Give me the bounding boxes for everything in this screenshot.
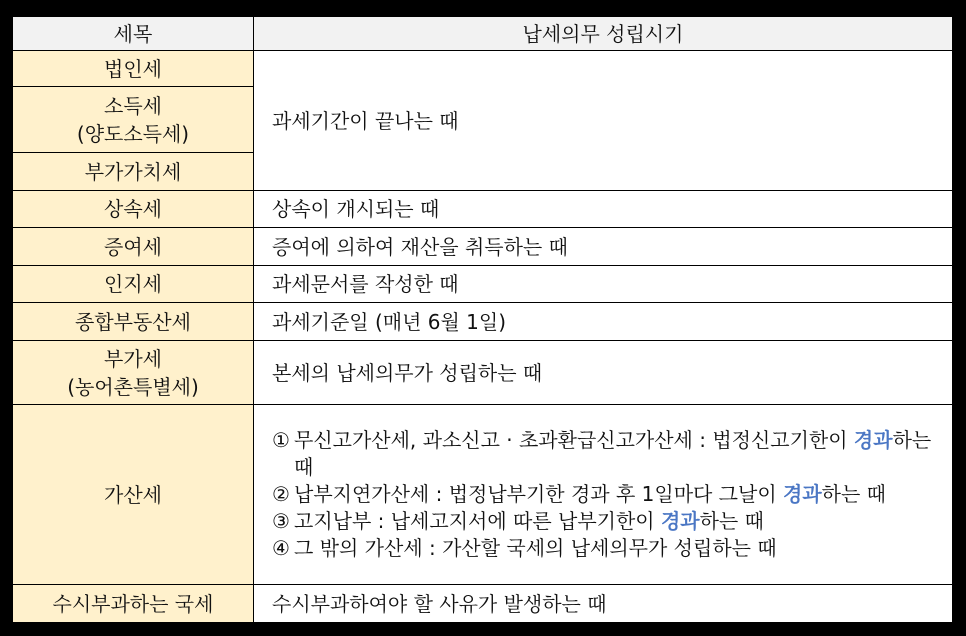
- table-row: [13, 228, 953, 266]
- table-row: [13, 303, 953, 341]
- tax-comprehensive-property: 종합부동산세: [13, 303, 254, 341]
- table-header-row: [13, 17, 953, 51]
- header-tax-item: 세목: [13, 17, 254, 51]
- tax-surtax-line2: (농어촌특별세): [67, 374, 199, 399]
- tax-corporate: 법인세: [13, 51, 254, 87]
- tax-income-line2: (양도소득세): [76, 121, 190, 146]
- item-number: ②: [272, 482, 290, 506]
- item-text: [294, 535, 946, 562]
- item-number: ①: [272, 428, 290, 452]
- tax-inheritance: 상속세: [13, 191, 254, 228]
- penalty-item: [272, 481, 946, 508]
- desc-stamp: 과세문서를 작성한 때: [254, 266, 953, 303]
- item-number: ④: [272, 536, 290, 560]
- document-frame: [12, 16, 952, 622]
- desc-adhoc: 수시부과하여야 할 사유가 발생하는 때: [254, 585, 953, 623]
- item-highlight: 경과: [783, 482, 822, 506]
- item-number: ③: [272, 509, 290, 533]
- tax-income-line1: 소득세: [104, 93, 162, 118]
- tax-adhoc: 수시부과하는 국세: [13, 585, 254, 623]
- tax-surtax-line1: 부가세: [104, 346, 162, 371]
- table-row: [13, 191, 953, 228]
- desc-penalty: [254, 405, 953, 585]
- item-highlight: 경과: [853, 428, 893, 452]
- table-row: [13, 405, 953, 585]
- tax-gift: 증여세: [13, 228, 254, 266]
- item-text: [294, 481, 946, 508]
- table-row: [13, 266, 953, 303]
- item-highlight: 경과: [660, 509, 700, 533]
- item-text: [294, 508, 946, 535]
- desc-gift: 증여에 의하여 재산을 취득하는 때: [254, 228, 953, 266]
- item-text-after: 하는 때: [821, 482, 886, 506]
- table-row: [13, 51, 953, 87]
- tax-income: [13, 87, 254, 153]
- penalty-item: [272, 508, 946, 535]
- tax-obligation-table: [12, 16, 953, 623]
- header-obligation-time: 납세의무 성립시기: [254, 17, 953, 51]
- penalty-item: [272, 535, 946, 562]
- item-text-after: 하는 때: [699, 509, 764, 533]
- desc-inheritance: 상속이 개시되는 때: [254, 191, 953, 228]
- desc-taxable-period-end: 과세기간이 끝나는 때: [254, 51, 953, 191]
- item-text-before: 납부지연가산세 : 법정납부기한 경과 후 1일마다 그날이: [294, 482, 784, 506]
- tax-penalty: 가산세: [13, 405, 254, 585]
- tax-stamp: 인지세: [13, 266, 254, 303]
- desc-comprehensive-property: 과세기준일 (매년 6월 1일): [254, 303, 953, 341]
- table-row: [13, 341, 953, 405]
- item-text-before: 무신고가산세, 과소신고 · 초과환급신고가산세 : 법정신고기한이: [294, 428, 854, 452]
- item-text-before: 그 밖의 가산세 : 가산할 국세의 납세의무가 성립하는 때: [294, 536, 777, 560]
- item-text-before: 고지납부 : 납세고지서에 따른 납부기한이: [294, 509, 661, 533]
- desc-surtax: 본세의 납세의무가 성립하는 때: [254, 341, 953, 405]
- penalty-item: [272, 427, 946, 481]
- tax-vat: 부가가치세: [13, 153, 254, 191]
- table-row: [13, 585, 953, 623]
- item-text-after: 하는 때: [294, 428, 932, 479]
- tax-surtax: [13, 341, 254, 405]
- item-text: [294, 427, 946, 481]
